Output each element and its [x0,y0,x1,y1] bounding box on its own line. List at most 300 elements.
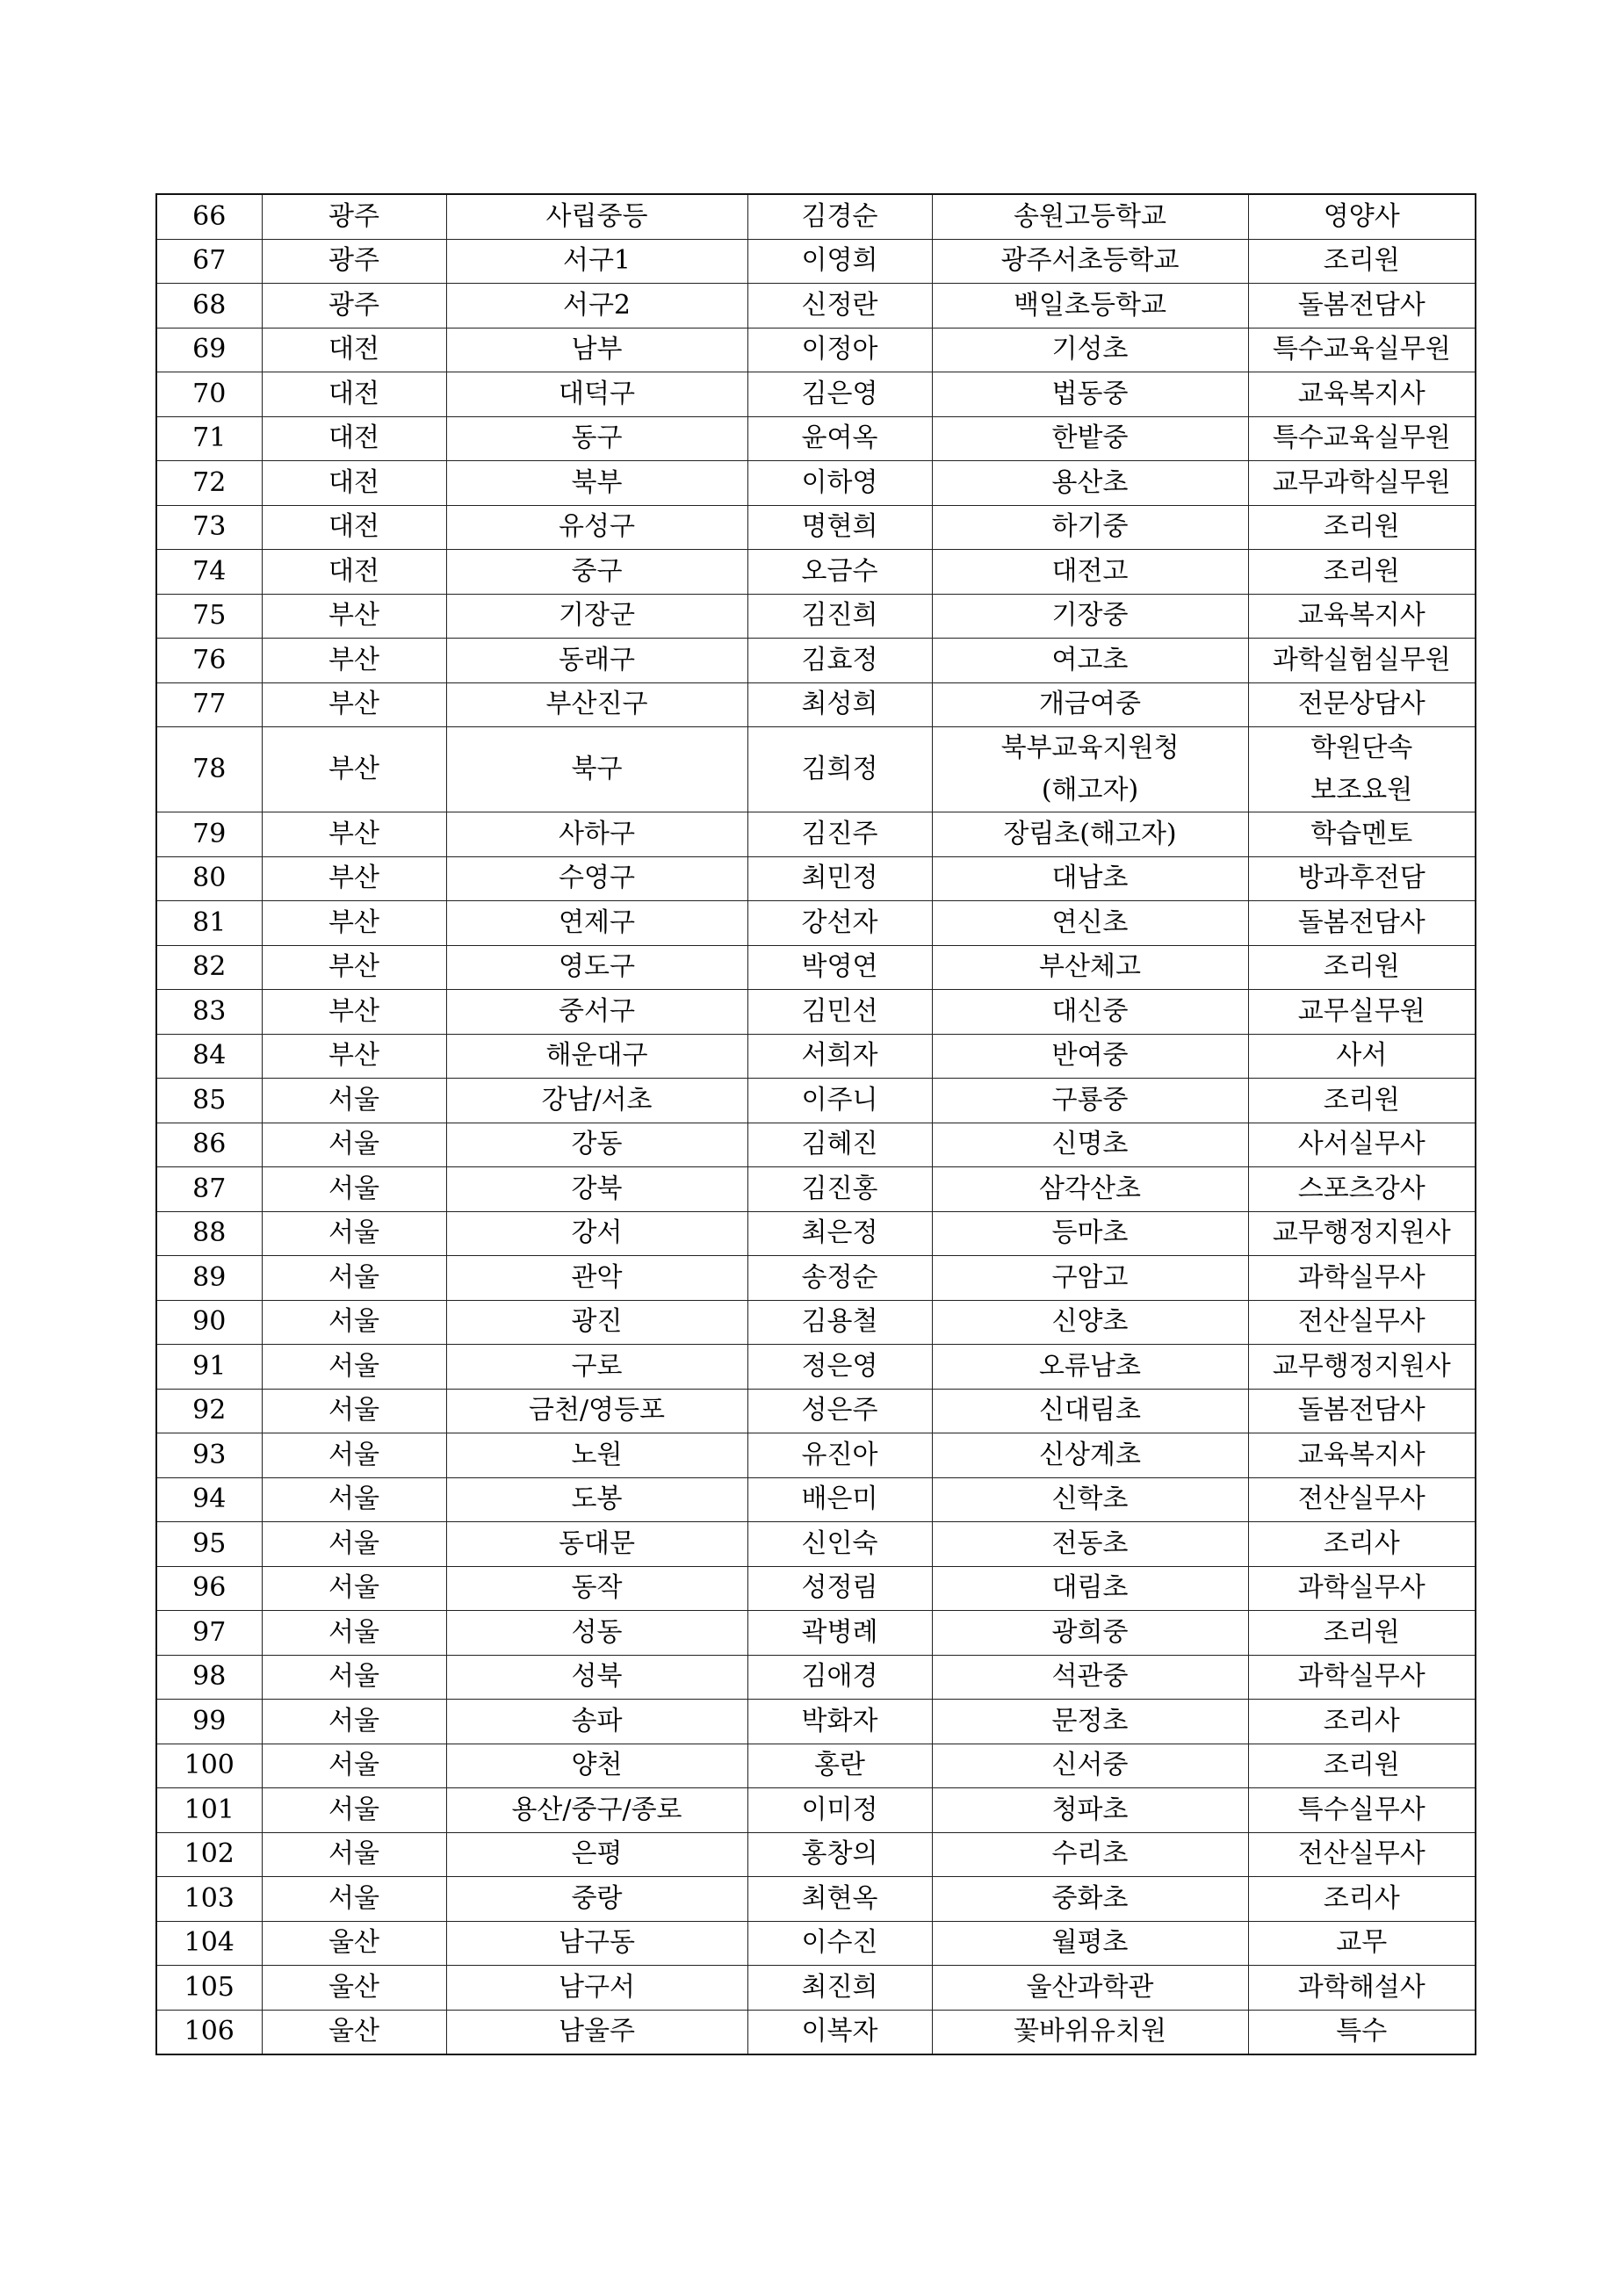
branch-cell: 해운대구 [446,1034,747,1079]
region-cell: 서울 [262,1300,446,1345]
table-row [156,901,1476,946]
workplace-cell-line: 오류남초 [1039,1350,1141,1382]
job-cell [1248,1477,1476,1522]
job-cell [1248,1700,1476,1744]
workplace-cell-line: 북부교육지원청 [1000,733,1180,763]
job-cell-line: 돌봄전담사 [1297,906,1426,938]
job-cell-line: 전문상담사 [1297,689,1426,720]
table-row [156,1611,1476,1656]
job-cell-line: 조리원 [1323,951,1400,983]
name-cell: 김은영 [747,372,932,417]
region-cell: 서울 [262,1211,446,1256]
workplace-cell-line: 기성초 [1051,334,1129,365]
table-row [156,1966,1476,2011]
table-row [156,1700,1476,1744]
job-cell [1248,461,1476,506]
region-cell: 부산 [262,682,446,727]
branch-cell: 구로 [446,1345,747,1390]
job-cell [1248,945,1476,990]
row-number-cell: 82 [156,945,262,990]
job-cell-line: 방과후전담 [1297,863,1426,894]
job-cell-line: 사서실무사 [1297,1129,1426,1160]
workplace-cell [932,1389,1248,1433]
job-cell-line: 학습멘토 [1310,818,1413,849]
region-cell: 서울 [262,1611,446,1656]
workplace-cell [932,1433,1248,1478]
job-cell-line: 조리원 [1323,555,1400,587]
branch-cell: 송파 [446,1700,747,1744]
name-cell: 박영연 [747,945,932,990]
region-cell: 부산 [262,945,446,990]
row-number-cell: 103 [156,1877,262,1922]
workplace-cell-line: 송원고등학교 [1014,200,1166,232]
workplace-cell [932,856,1248,901]
row-number-cell: 70 [156,372,262,417]
job-cell [1248,1744,1476,1788]
branch-cell: 연제구 [446,901,747,946]
job-cell-line: 교육복지사 [1297,378,1426,409]
table-row [156,1832,1476,1877]
region-cell: 서울 [262,1079,446,1123]
region-cell: 광주 [262,239,446,284]
table-row [156,1921,1476,1966]
branch-cell: 중서구 [446,990,747,1035]
row-number-cell: 78 [156,727,262,812]
table-row [156,1256,1476,1301]
region-cell: 울산 [262,2010,446,2054]
job-cell [1248,372,1476,417]
workplace-cell [932,1921,1248,1966]
workplace-cell-line: 대신중 [1051,995,1129,1027]
workplace-cell-line: 구암고 [1051,1261,1129,1293]
region-cell: 부산 [262,990,446,1035]
name-cell: 최성희 [747,682,932,727]
branch-cell: 도봉 [446,1477,747,1522]
workplace-cell-line: 하기중 [1051,511,1129,543]
workplace-cell-line: 수리초 [1051,1838,1129,1870]
branch-cell: 성동 [446,1611,747,1656]
job-cell [1248,1389,1476,1433]
workplace-cell-line: 용산초 [1051,466,1129,498]
branch-cell: 기장군 [446,594,747,639]
workplace-cell-line: 부산체고 [1039,951,1141,983]
job-cell-line: 보조요원 [1310,775,1413,805]
row-number-cell: 84 [156,1034,262,1079]
row-number-cell: 94 [156,1477,262,1522]
workplace-cell [932,416,1248,461]
job-cell-line: 전산실무사 [1297,1306,1426,1338]
job-cell-line: 과학실험실무원 [1272,644,1451,675]
row-number-cell: 71 [156,416,262,461]
branch-cell: 서구2 [446,284,747,329]
row-number-cell: 66 [156,194,262,239]
table-row [156,1477,1476,1522]
job-cell-line: 교육복지사 [1297,600,1426,632]
branch-cell: 사하구 [446,812,747,857]
row-number-cell: 80 [156,856,262,901]
job-cell [1248,2010,1476,2054]
row-number-cell: 76 [156,639,262,683]
workplace-cell [932,1744,1248,1788]
table-row [156,1744,1476,1788]
name-cell: 이주니 [747,1079,932,1123]
workplace-cell-line: 광희중 [1051,1616,1129,1648]
job-cell [1248,1034,1476,1079]
region-cell: 서울 [262,1477,446,1522]
job-cell [1248,1655,1476,1700]
name-cell: 최진희 [747,1966,932,2011]
job-cell [1248,682,1476,727]
workplace-cell-line: 법동중 [1051,378,1129,409]
workplace-cell [932,1966,1248,2011]
workplace-cell-line: 신양초 [1051,1306,1129,1338]
job-cell [1248,1566,1476,1611]
name-cell: 박화자 [747,1700,932,1744]
workplace-cell-line: 꽃바위유치원 [1014,2016,1166,2047]
table-row [156,639,1476,683]
job-cell-line: 전산실무사 [1297,1838,1426,1870]
workplace-cell [932,812,1248,857]
workplace-cell [932,1256,1248,1301]
branch-cell: 강남/서초 [446,1079,747,1123]
region-cell: 부산 [262,901,446,946]
workplace-cell [932,239,1248,284]
name-cell: 곽병례 [747,1611,932,1656]
workplace-cell [932,1877,1248,1922]
table-row [156,328,1476,372]
job-cell [1248,284,1476,329]
workplace-cell [932,727,1248,812]
table-row [156,1211,1476,1256]
row-number-cell: 86 [156,1123,262,1167]
region-cell: 대전 [262,328,446,372]
table-row [156,372,1476,417]
table-row [156,2010,1476,2054]
branch-cell: 은평 [446,1832,747,1877]
job-cell [1248,1877,1476,1922]
workplace-cell-line: 장림초(해고자) [1003,818,1177,849]
region-cell: 부산 [262,639,446,683]
table-row [156,812,1476,857]
row-number-cell: 89 [156,1256,262,1301]
name-cell: 유진아 [747,1433,932,1478]
job-cell-line: 교무행정지원사 [1272,1217,1451,1249]
branch-cell: 남구동 [446,1921,747,1966]
job-cell [1248,1966,1476,2011]
table-row [156,550,1476,595]
workplace-cell [932,1300,1248,1345]
branch-cell: 동대문 [446,1522,747,1567]
job-cell [1248,1832,1476,1877]
branch-cell: 성북 [446,1655,747,1700]
job-cell [1248,1211,1476,1256]
workplace-cell [932,1167,1248,1212]
branch-cell: 광진 [446,1300,747,1345]
table-row [156,1300,1476,1345]
job-cell [1248,1788,1476,1833]
workplace-cell-line: 울산과학관 [1026,1971,1154,2003]
region-cell: 서울 [262,1167,446,1212]
region-cell: 울산 [262,1921,446,1966]
region-cell: 대전 [262,372,446,417]
row-number-cell: 72 [156,461,262,506]
name-cell: 강선자 [747,901,932,946]
workplace-cell-line: 대림초 [1051,1572,1129,1604]
name-cell: 이복자 [747,2010,932,2054]
workplace-cell-line: 연신초 [1051,906,1129,938]
workplace-cell [932,328,1248,372]
region-cell: 대전 [262,550,446,595]
workplace-cell [932,1788,1248,1833]
name-cell: 이정아 [747,328,932,372]
row-number-cell: 73 [156,505,262,550]
name-cell: 최민정 [747,856,932,901]
job-cell-line: 돌봄전담사 [1297,1395,1426,1426]
workplace-cell-line: 신명초 [1051,1129,1129,1160]
workplace-cell [932,1345,1248,1390]
workplace-cell-line: 기장중 [1051,600,1129,632]
name-cell: 서희자 [747,1034,932,1079]
workplace-cell [932,945,1248,990]
job-cell [1248,505,1476,550]
workplace-cell-line: 신서중 [1051,1750,1129,1781]
workplace-cell [932,594,1248,639]
job-cell-line: 조리사 [1323,1705,1400,1736]
row-number-cell: 85 [156,1079,262,1123]
region-cell: 광주 [262,194,446,239]
job-cell-line: 전산실무사 [1297,1484,1426,1515]
workplace-cell-line: 석관중 [1051,1661,1129,1693]
roster-body [156,194,1476,2054]
branch-cell: 서구1 [446,239,747,284]
job-cell [1248,1522,1476,1567]
job-cell [1248,328,1476,372]
row-number-cell: 75 [156,594,262,639]
row-number-cell: 100 [156,1744,262,1788]
name-cell: 이미정 [747,1788,932,1833]
name-cell: 정은영 [747,1345,932,1390]
row-number-cell: 88 [156,1211,262,1256]
region-cell: 서울 [262,1832,446,1877]
workplace-cell [932,1211,1248,1256]
workplace-cell-line: 신상계초 [1039,1439,1141,1470]
region-cell: 광주 [262,284,446,329]
table-row [156,1566,1476,1611]
table-row [156,1655,1476,1700]
name-cell: 김용철 [747,1300,932,1345]
workplace-cell [932,1123,1248,1167]
branch-cell: 중구 [446,550,747,595]
job-cell [1248,239,1476,284]
region-cell: 서울 [262,1700,446,1744]
job-cell-line: 특수 [1336,2016,1388,2047]
region-cell: 부산 [262,812,446,857]
workplace-cell-line: 개금여중 [1039,689,1141,720]
row-number-cell: 69 [156,328,262,372]
region-cell: 서울 [262,1433,446,1478]
region-cell: 서울 [262,1256,446,1301]
region-cell: 서울 [262,1655,446,1700]
member-roster-table [155,193,1476,2055]
job-cell [1248,594,1476,639]
workplace-cell-line: 청파초 [1051,1794,1129,1825]
job-cell [1248,1079,1476,1123]
job-cell-line: 조리원 [1323,511,1400,543]
branch-cell: 남울주 [446,2010,747,2054]
job-cell-line: 특수교육실무원 [1272,422,1451,454]
name-cell: 명현희 [747,505,932,550]
job-cell-line: 교무행정지원사 [1272,1350,1451,1382]
region-cell: 울산 [262,1966,446,2011]
workplace-cell [932,990,1248,1035]
region-cell: 서울 [262,1123,446,1167]
workplace-cell-line: 대남초 [1051,863,1129,894]
row-number-cell: 93 [156,1433,262,1478]
branch-cell: 영도구 [446,945,747,990]
region-cell: 대전 [262,461,446,506]
workplace-cell-line: (해고자) [1041,775,1139,805]
job-cell [1248,1611,1476,1656]
table-row [156,239,1476,284]
branch-cell: 양천 [446,1744,747,1788]
row-number-cell: 96 [156,1566,262,1611]
workplace-cell [932,1477,1248,1522]
job-cell-line: 특수실무사 [1297,1794,1426,1825]
region-cell: 서울 [262,1522,446,1567]
workplace-cell [932,461,1248,506]
name-cell: 김경순 [747,194,932,239]
table-row [156,1345,1476,1390]
table-row [156,856,1476,901]
job-cell-line: 교무실무원 [1297,995,1426,1027]
row-number-cell: 74 [156,550,262,595]
branch-cell: 중랑 [446,1877,747,1922]
job-cell [1248,1433,1476,1478]
job-cell-line: 특수교육실무원 [1272,334,1451,365]
table-row [156,682,1476,727]
branch-cell: 남부 [446,328,747,372]
table-row [156,727,1476,812]
row-number-cell: 101 [156,1788,262,1833]
region-cell: 서울 [262,1744,446,1788]
branch-cell: 북부 [446,461,747,506]
job-cell [1248,194,1476,239]
branch-cell: 수영구 [446,856,747,901]
row-number-cell: 106 [156,2010,262,2054]
job-cell-line: 교육복지사 [1297,1439,1426,1470]
workplace-cell-line: 여고초 [1051,644,1129,675]
branch-cell: 강북 [446,1167,747,1212]
row-number-cell: 99 [156,1700,262,1744]
workplace-cell [932,1079,1248,1123]
workplace-cell-line: 등마초 [1051,1217,1129,1249]
workplace-cell-line: 문정초 [1051,1705,1129,1736]
region-cell: 서울 [262,1389,446,1433]
job-cell [1248,990,1476,1035]
branch-cell: 용산/중구/종로 [446,1788,747,1833]
workplace-cell [932,682,1248,727]
workplace-cell-line: 백일초등학교 [1014,289,1166,321]
branch-cell: 강서 [446,1211,747,1256]
branch-cell: 유성구 [446,505,747,550]
job-cell-line: 조리사 [1323,1882,1400,1914]
name-cell: 성은주 [747,1389,932,1433]
row-number-cell: 87 [156,1167,262,1212]
workplace-cell-line: 신학초 [1051,1484,1129,1515]
region-cell: 부산 [262,727,446,812]
name-cell: 김진주 [747,812,932,857]
row-number-cell: 83 [156,990,262,1035]
workplace-cell [932,1655,1248,1700]
workplace-cell-line: 신대림초 [1039,1395,1141,1426]
table-row [156,1877,1476,1922]
workplace-cell [932,901,1248,946]
job-cell [1248,1256,1476,1301]
name-cell: 김애경 [747,1655,932,1700]
row-number-cell: 98 [156,1655,262,1700]
job-cell [1248,812,1476,857]
branch-cell: 동래구 [446,639,747,683]
job-cell-line: 학원단속 [1310,733,1413,763]
region-cell: 부산 [262,594,446,639]
workplace-cell-line: 삼각산초 [1039,1173,1141,1204]
region-cell: 대전 [262,416,446,461]
job-cell-line: 과학해설사 [1297,1971,1426,2003]
job-cell [1248,550,1476,595]
row-number-cell: 105 [156,1966,262,2011]
region-cell: 서울 [262,1877,446,1922]
workplace-cell [932,505,1248,550]
job-cell [1248,727,1476,812]
job-cell-line: 교무 [1336,1927,1388,1959]
name-cell: 최현옥 [747,1877,932,1922]
table-row [156,1123,1476,1167]
name-cell: 홍창의 [747,1832,932,1877]
row-number-cell: 81 [156,901,262,946]
job-cell [1248,416,1476,461]
row-number-cell: 95 [156,1522,262,1567]
name-cell: 김희정 [747,727,932,812]
workplace-cell-line: 중화초 [1051,1882,1129,1914]
table-row [156,1167,1476,1212]
table-row [156,505,1476,550]
workplace-cell-line: 대전고 [1051,555,1129,587]
table-row [156,1433,1476,1478]
table-row [156,1389,1476,1433]
row-number-cell: 79 [156,812,262,857]
region-cell: 서울 [262,1788,446,1833]
name-cell: 김혜진 [747,1123,932,1167]
row-number-cell: 68 [156,284,262,329]
name-cell: 윤여옥 [747,416,932,461]
row-number-cell: 104 [156,1921,262,1966]
table-row [156,1079,1476,1123]
name-cell: 이영희 [747,239,932,284]
branch-cell: 강동 [446,1123,747,1167]
region-cell: 서울 [262,1345,446,1390]
job-cell-line: 사서 [1336,1040,1388,1072]
branch-cell: 대덕구 [446,372,747,417]
workplace-cell-line: 반여중 [1051,1040,1129,1072]
row-number-cell: 92 [156,1389,262,1433]
name-cell: 최은정 [747,1211,932,1256]
row-number-cell: 90 [156,1300,262,1345]
row-number-cell: 67 [156,239,262,284]
row-number-cell: 102 [156,1832,262,1877]
name-cell: 송정순 [747,1256,932,1301]
name-cell: 배은미 [747,1477,932,1522]
table-row [156,1522,1476,1567]
